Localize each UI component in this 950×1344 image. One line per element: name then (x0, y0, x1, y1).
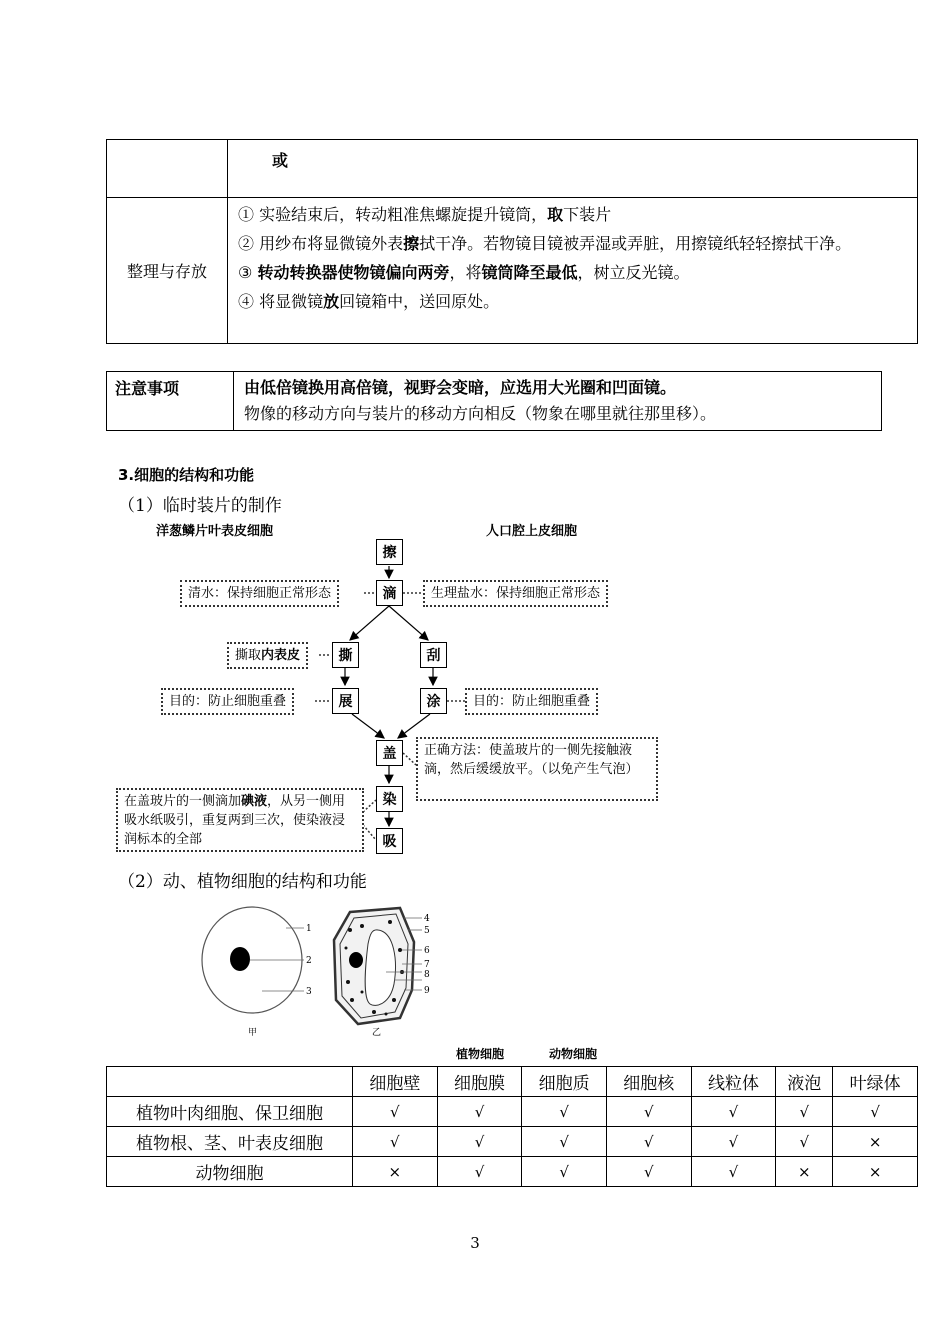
table-cell: × (833, 1157, 918, 1187)
label-num-6: 6 (424, 946, 430, 956)
note-peel: 撕取内表皮 (227, 642, 308, 669)
table-cell: √ (437, 1127, 522, 1157)
table-cell: √ (691, 1097, 776, 1127)
cell-structure-table (106, 1066, 918, 1187)
label-num-2: 2 (306, 956, 312, 966)
table-cell: √ (776, 1127, 833, 1157)
plant-cell-label: 植物细胞 (456, 1047, 505, 1061)
label-num-5: 5 (424, 926, 430, 936)
note-stain: 在盖玻片的一侧滴加碘液，从另一侧用吸水纸吸引，重复两到三次，使染液浸润标本的全部 (116, 788, 364, 852)
header-cell: 叶绿体 (833, 1067, 918, 1097)
step-tu-box: 涂 (420, 688, 447, 714)
section-heading: 3.细胞的结构和功能 (118, 466, 255, 484)
onion-label: 洋葱鳞片叶表皮细胞 (156, 524, 274, 539)
animal-cell-drawing (202, 907, 312, 1038)
label-num-3: 3 (306, 987, 312, 997)
fig-b-label: 乙 (372, 1028, 382, 1038)
step-xi-box: 吸 (376, 828, 403, 854)
header-cell: 细胞膜 (437, 1067, 522, 1097)
table-cell: √ (522, 1157, 607, 1187)
label-num-4: 4 (424, 914, 430, 924)
table-cell: √ (522, 1127, 607, 1157)
table-cell: √ (606, 1157, 691, 1187)
note-purpose-right: 目的：防止细胞重叠 (465, 688, 598, 715)
table-cell: × (833, 1127, 918, 1157)
note-water: 清水：保持细胞正常形态 (180, 580, 339, 607)
label-num-7: 7 (424, 960, 430, 970)
step-di-box: 滴 (376, 580, 403, 606)
note-cover: 正确方法：使盖玻片的一侧先接触液滴，然后缓缓放平。（以免产生气泡） (416, 737, 658, 801)
cheek-label: 人口腔上皮细胞 (486, 524, 578, 539)
table-cell: √ (776, 1097, 833, 1127)
table-cell: × (353, 1157, 438, 1187)
table-row (107, 1127, 918, 1157)
notes-label: 注意事项 (107, 372, 234, 431)
step-zhan-box: 展 (332, 688, 359, 714)
step-ca-box: 擦 (376, 539, 403, 565)
table-row (107, 1097, 918, 1127)
table-cell: √ (606, 1097, 691, 1127)
step-ran-box: 染 (376, 786, 403, 812)
notes-line-2: 物像的移动方向与装片的移动方向相反（物象在哪里就往那里移）。 (244, 404, 717, 423)
step-1: ① 实验结束后，转动粗准焦螺旋提升镜筒，取下装片 (238, 205, 612, 224)
table-cell: √ (353, 1097, 438, 1127)
table-cell: × (776, 1157, 833, 1187)
table-cell: √ (691, 1127, 776, 1157)
step-gua-box: 刮 (420, 642, 447, 668)
header-cell: 线粒体 (691, 1067, 776, 1097)
header-cell: 液泡 (776, 1067, 833, 1097)
cell-diagrams (190, 900, 460, 1045)
table-cell: √ (833, 1097, 918, 1127)
step-3: ③ 转动转换器使物镜偏向两旁，将镜筒降至最低，树立反光镜。 (238, 263, 690, 282)
label-num-8: 8 (424, 970, 430, 980)
plant-cell-drawing (334, 908, 430, 1038)
table-cell: √ (691, 1157, 776, 1187)
step-2: ② 用纱布将显微镜外表擦拭干净。若物镜目镜被弄湿或弄脏，用擦镜纸轻轻擦拭干净。 (238, 234, 852, 253)
table-cell: √ (353, 1127, 438, 1157)
step-gai-box: 盖 (376, 740, 403, 766)
table-cell: √ (437, 1157, 522, 1187)
notes-line-1: 由低倍镜换用高倍镜，视野会变暗，应选用大光圈和凹面镜。 (244, 378, 677, 397)
header-cell: 细胞壁 (353, 1067, 438, 1097)
label-num-1: 1 (306, 924, 312, 934)
header-cell: 细胞质 (522, 1067, 607, 1097)
row-label: 植物根、茎、叶表皮细胞 (107, 1127, 353, 1157)
table-header-row (107, 1067, 918, 1097)
fig-a-label: 甲 (248, 1028, 258, 1038)
row-label: 植物叶肉细胞、保卫细胞 (107, 1097, 353, 1127)
label-num-9: 9 (424, 986, 430, 996)
table-cell: √ (522, 1097, 607, 1127)
step-si-box: 撕 (332, 642, 359, 668)
table-row (107, 1157, 918, 1187)
subsection-1: （1）临时装片的制作 (118, 496, 282, 516)
row-label: 动物细胞 (107, 1157, 353, 1187)
animal-cell-label: 动物细胞 (549, 1047, 598, 1061)
storage-label: 整理与存放 (107, 198, 228, 344)
note-purpose-left: 目的：防止细胞重叠 (161, 688, 294, 715)
header-cell: 细胞核 (606, 1067, 691, 1097)
page-number: 3 (470, 1234, 480, 1252)
note-saline: 生理盐水：保持细胞正常形态 (423, 580, 608, 607)
or-text: 或 (228, 140, 918, 198)
step-4: ④ 将显微镜放回镜箱中，送回原处。 (238, 292, 500, 311)
table-cell: √ (606, 1127, 691, 1157)
table-cell: √ (437, 1097, 522, 1127)
header-cell (107, 1067, 353, 1097)
subsection-2: （2）动、植物细胞的结构和功能 (118, 872, 367, 892)
